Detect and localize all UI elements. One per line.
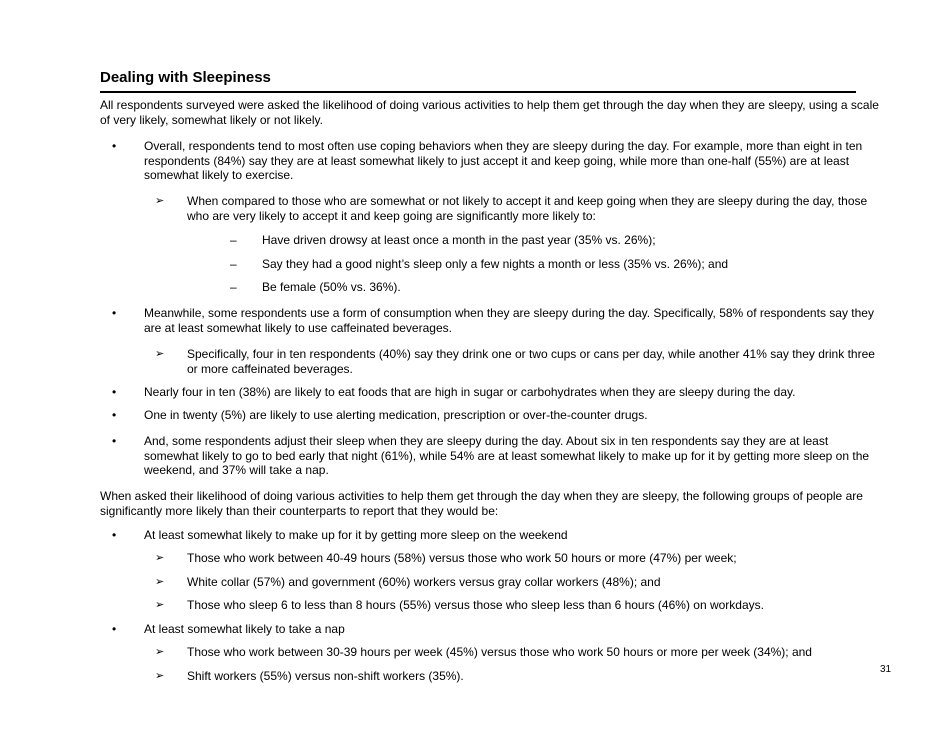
arrow-marker: ➢ [155, 195, 165, 207]
bullet-marker: • [112, 385, 117, 399]
list-item [155, 551, 877, 566]
list-item-text: Nearly four in ten (38%) are likely to eat foods that are high in sugar or carbohydrates when they are sleepy during the day. [144, 385, 796, 399]
list-item [155, 575, 877, 590]
list-item [230, 280, 872, 295]
list-item-text: Be female (50% vs. 36%). [262, 280, 401, 294]
list-item-text: Specifically, four in ten respondents (40%) say they drink one or two cups or cans per day, while another 41% say they drink three or more caffeinated beverages. [187, 347, 875, 376]
intro-paragraph: All respondents surveyed were asked the likelihood of doing various activities to help them get through the day when they are sleepy, using a scale of very likely, somewhat likely or not likely. [100, 98, 879, 127]
list-item-text: Shift workers (55%) versus non-shift workers (35%). [187, 669, 464, 683]
list-item [112, 385, 879, 400]
bullet-marker: • [112, 434, 117, 448]
list-item [230, 233, 872, 248]
list-item [155, 194, 877, 223]
arrow-marker: ➢ [155, 599, 165, 611]
list-item-text: Say they had a good night’s sleep only a few nights a month or less (35% vs. 26%); and [262, 257, 729, 271]
list-item [155, 669, 877, 684]
arrow-marker: ➢ [155, 670, 165, 682]
bullet-marker: • [112, 306, 117, 320]
list-item [112, 434, 879, 478]
arrow-marker: ➢ [155, 576, 165, 588]
page-number: 31 [880, 664, 892, 675]
groups-intro-paragraph: When asked their likelihood of doing various activities to help them get through the day when they are sleepy, the following groups of people are significantly more likely than their counterparts to report that they would be: [100, 489, 863, 518]
dash-marker: – [230, 280, 237, 294]
list-item [230, 257, 872, 272]
list-item-text: Those who work between 30-39 hours per week (45%) versus those who work 50 hours or more per week (34%); and [187, 645, 812, 659]
page-title: Dealing with Sleepiness [100, 69, 271, 86]
arrow-marker: ➢ [155, 348, 165, 360]
list-item [112, 306, 879, 335]
list-item-text: And, some respondents adjust their sleep when they are sleepy during the day. About six in ten respondents say they are at least somewhat likely to go to bed early that night (61%), while 54% are at least somewhat likely to make up for it by getting more sleep on the weekend, and 37% will take a nap. [144, 434, 870, 477]
list-item-text: When compared to those who are somewhat or not likely to accept it and keep going when they are sleepy during the day, those who are very likely to accept it and keep going are significantly more likely to: [187, 194, 868, 223]
dash-marker: – [230, 233, 237, 247]
list-item-text: Those who work between 40-49 hours (58%) versus those who work 50 hours or more (47%) per week; [187, 551, 737, 565]
list-item [112, 408, 879, 423]
list-item-text: Meanwhile, some respondents use a form of consumption when they are sleepy during the day. Specifically, 58% of respondents say they are at least somewhat likely to use caffeinated beverages. [144, 306, 874, 335]
list-item-text: At least somewhat likely to make up for it by getting more sleep on the weekend [144, 528, 568, 542]
list-item [112, 139, 879, 183]
list-item-text: Have driven drowsy at least once a month in the past year (35% vs. 26%); [262, 233, 656, 247]
bullet-marker: • [112, 622, 117, 636]
list-item [112, 528, 879, 543]
title-underline [100, 91, 856, 93]
list-item [155, 645, 877, 660]
bullet-marker: • [112, 528, 117, 542]
dash-marker: – [230, 257, 237, 271]
list-item-text: Overall, respondents tend to most often use coping behaviors when they are sleepy during the day. For example, more than eight in ten respondents (84%) say they are at least somewhat likely to just accept it and keep going, while more than one-half (55%) are at least somewhat likely to exercise. [144, 139, 863, 182]
arrow-marker: ➢ [155, 552, 165, 564]
list-item-text: One in twenty (5%) are likely to use alerting medication, prescription or over-the-counter drugs. [144, 408, 648, 422]
list-item [155, 347, 877, 376]
arrow-marker: ➢ [155, 646, 165, 658]
list-item-text: White collar (57%) and government (60%) workers versus gray collar workers (48%); and [187, 575, 661, 589]
list-item-text: At least somewhat likely to take a nap [144, 622, 345, 636]
list-item [112, 622, 879, 637]
bullet-marker: • [112, 408, 117, 422]
bullet-marker: • [112, 139, 117, 153]
list-item [155, 598, 877, 613]
list-item-text: Those who sleep 6 to less than 8 hours (55%) versus those who sleep less than 6 hours (46%) on workdays. [187, 598, 764, 612]
